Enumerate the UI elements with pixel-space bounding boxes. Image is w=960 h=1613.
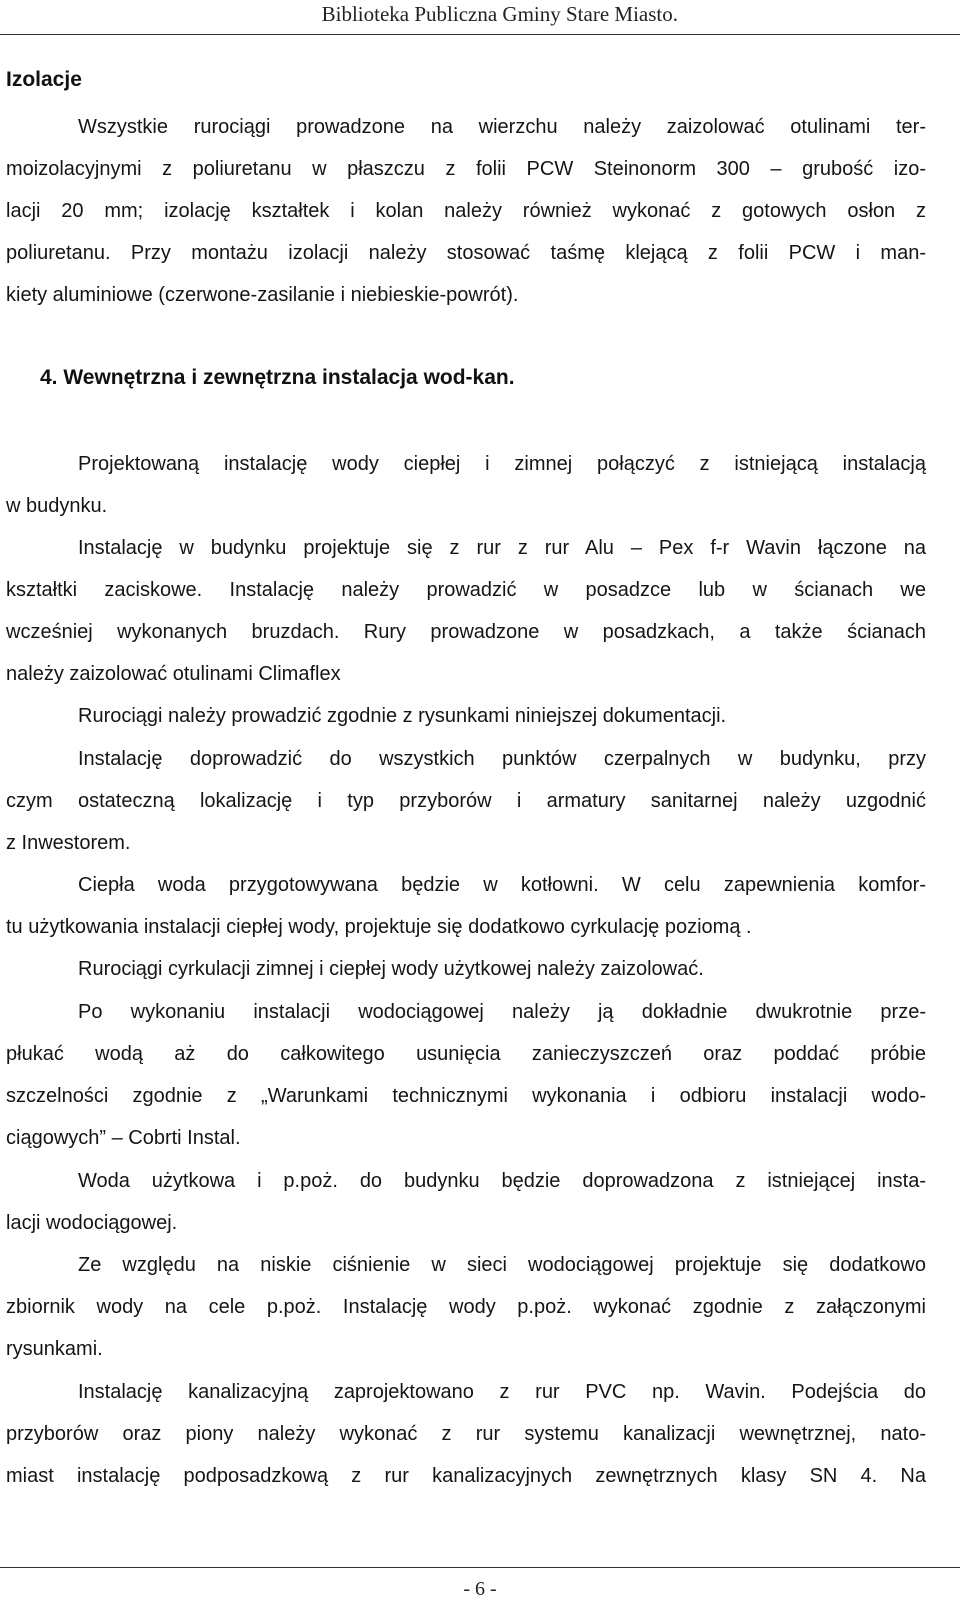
page-number: - 6 -: [463, 1578, 497, 1600]
paragraph-line: płukać wodą aż do całkowitego usunięcia zanieczyszczeń oraz poddać próbie: [6, 1043, 926, 1065]
paragraph-line: Rurociągi cyrkulacji zimnej i ciepłej wody użytkowej należy zaizolować.: [78, 958, 704, 980]
paragraph-line: tu użytkowania instalacji ciepłej wody, projektuje się dodatkowo cyrkulację poziomą .: [6, 916, 752, 938]
paragraph-line: czym ostateczną lokalizację i typ przyborów i armatury sanitarnej należy uzgodnić: [6, 790, 926, 812]
paragraph-line: miast instalację podposadzkową z rur kanalizacyjnych zewnętrznych klasy SN 4. Na: [6, 1465, 926, 1487]
section-heading-4: 4. Wewnętrzna i zewnętrzna instalacja wod-kan.: [40, 366, 515, 389]
paragraph-line: ciągowych” – Cobrti Instal.: [6, 1127, 241, 1149]
paragraph-line: lacji 20 mm; izolację kształtek i kolan należy również wykonać z gotowych osłon z: [6, 200, 926, 222]
paragraph-line: zbiornik wody na cele p.poż. Instalację wody p.poż. wykonać zgodnie z załączonymi: [6, 1296, 926, 1318]
paragraph-line: należy zaizolować otulinami Climaflex: [6, 663, 341, 685]
paragraph-line: rysunkami.: [6, 1338, 103, 1360]
paragraph-line: przyborów oraz piony należy wykonać z rur systemu kanalizacji wewnętrznej, nato-: [6, 1423, 926, 1445]
page-header: Biblioteka Publiczna Gminy Stare Miasto.: [321, 2, 678, 26]
paragraph-line: Instalację doprowadzić do wszystkich punktów czerpalnych w budynku, przy: [78, 748, 926, 770]
paragraph-line: Ciepła woda przygotowywana będzie w kotłowni. W celu zapewnienia komfor-: [78, 874, 926, 896]
paragraph-line: Woda użytkowa i p.poż. do budynku będzie doprowadzona z istniejącej insta-: [78, 1170, 926, 1192]
paragraph-line: Instalację kanalizacyjną zaprojektowano z rur PVC np. Wavin. Podejścia do: [78, 1381, 926, 1403]
paragraph-line: w budynku.: [6, 495, 108, 517]
paragraph-line: wcześniej wykonanych bruzdach. Rury prowadzone w posadzkach, a także ścianach: [6, 621, 926, 643]
footer-divider: [0, 1567, 960, 1568]
paragraph-line: Projektowaną instalację wody ciepłej i zimnej połączyć z istniejącą instalacją: [78, 453, 926, 475]
paragraph-line: Po wykonaniu instalacji wodociągowej należy ją dokładnie dwukrotnie prze-: [78, 1001, 926, 1023]
paragraph-line: kształtki zaciskowe. Instalację należy prowadzić w posadzce lub w ścianach we: [6, 579, 926, 601]
paragraph-line: poliuretanu. Przy montażu izolacji należy stosować taśmę klejącą z folii PCW i man-: [6, 242, 926, 264]
paragraph-line: lacji wodociągowej.: [6, 1212, 178, 1234]
paragraph-line: kiety aluminiowe (czerwone-zasilanie i niebieskie-powrót).: [6, 284, 519, 306]
paragraph-line: z Inwestorem.: [6, 832, 131, 854]
paragraph-line: szczelności zgodnie z „Warunkami technicznymi wykonania i odbioru instalacji wodo-: [6, 1085, 926, 1107]
paragraph-line: Instalację w budynku projektuje się z rur z rur Alu – Pex f-r Wavin łączone na: [78, 537, 926, 559]
paragraph-line: Rurociągi należy prowadzić zgodnie z rysunkami niniejszej dokumentacji.: [78, 705, 727, 727]
header-divider: [0, 34, 960, 35]
paragraph-line: Wszystkie rurociągi prowadzone na wierzchu należy zaizolować otulinami ter-: [78, 116, 926, 138]
paragraph-line: moizolacyjnymi z poliuretanu w płaszczu z folii PCW Steinonorm 300 – grubość izo-: [6, 158, 926, 180]
section-heading-izolacje: Izolacje: [6, 68, 82, 91]
paragraph-line: Ze względu na niskie ciśnienie w sieci wodociągowej projektuje się dodatkowo: [78, 1254, 926, 1276]
